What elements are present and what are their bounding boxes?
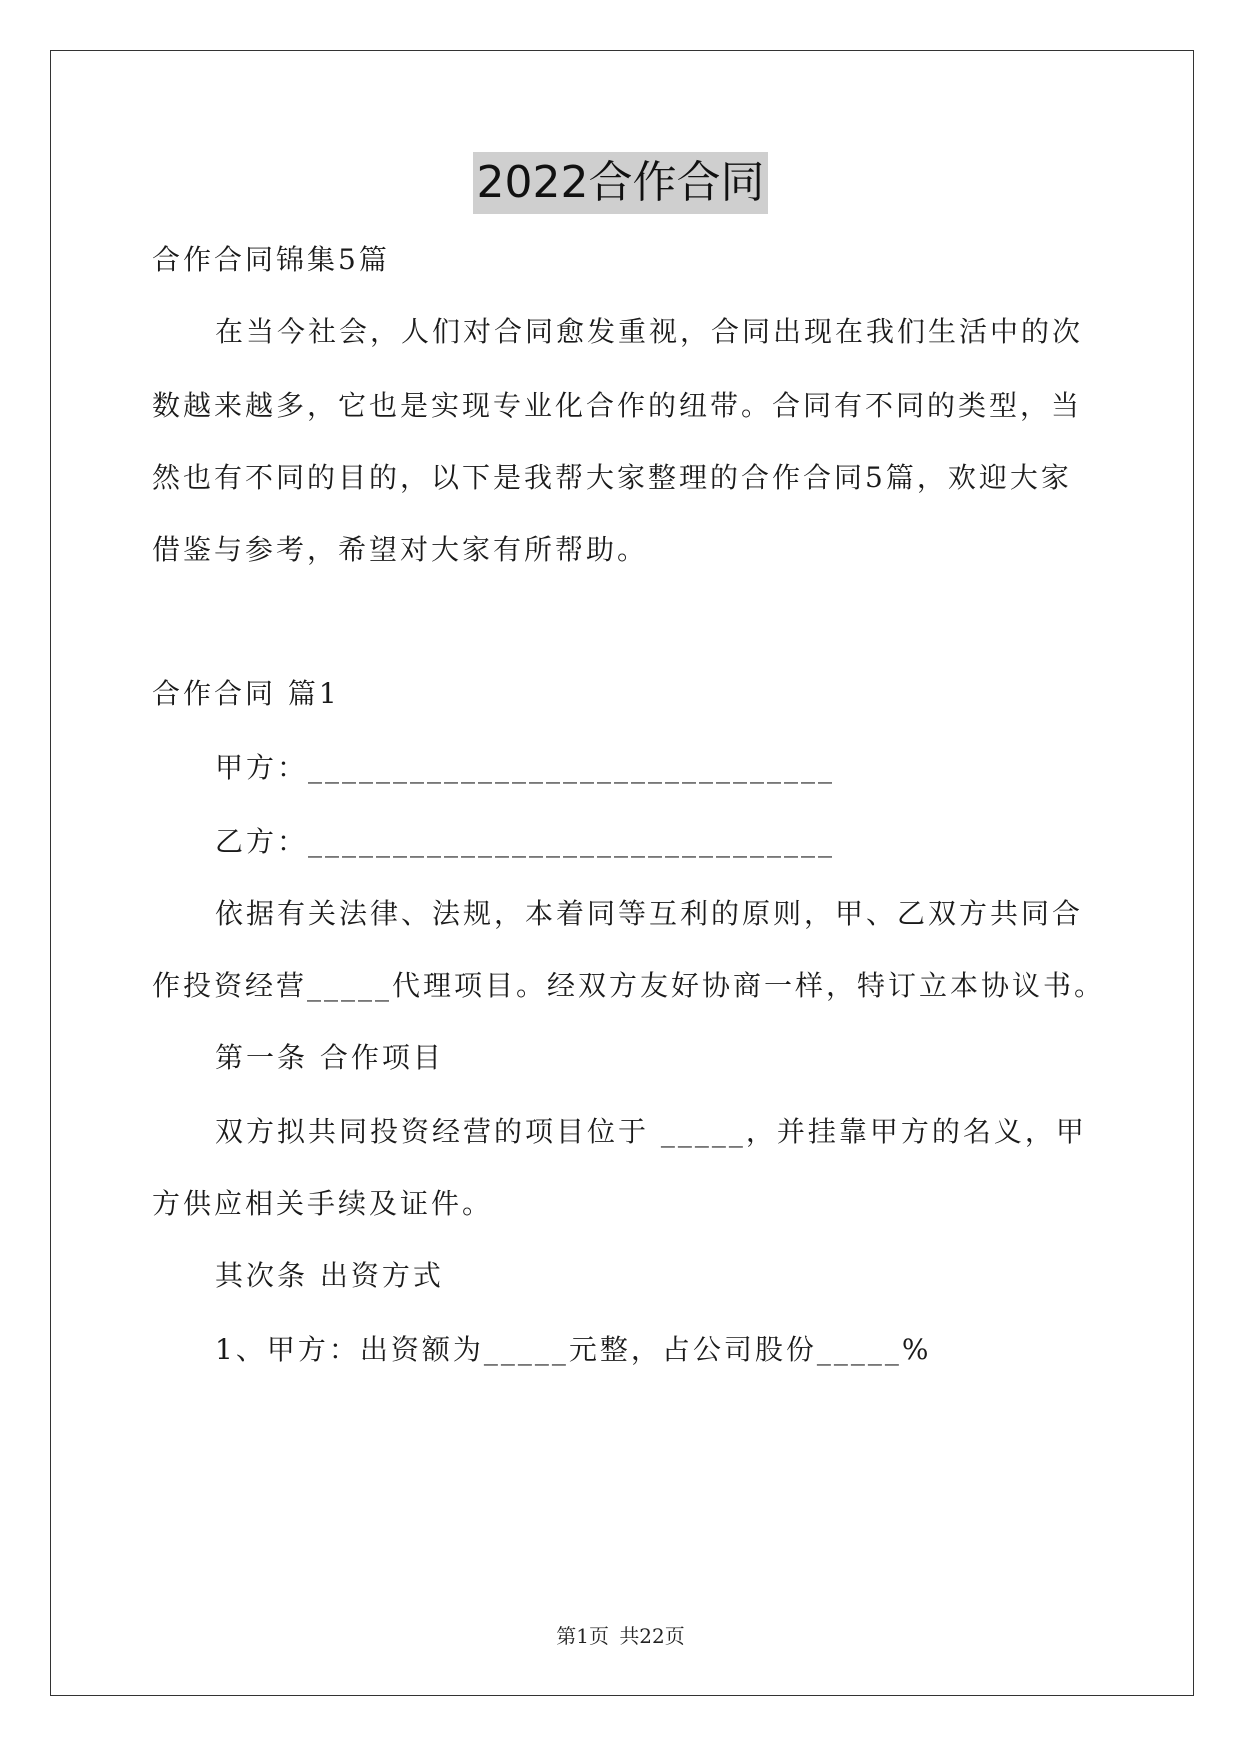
- article-2-heading: 其次条 出资方式: [215, 1259, 444, 1292]
- intro-line-2: 数越来越多，它也是实现专业化合作的纽带。合同有不同的类型，当: [152, 389, 1083, 422]
- title-container: [0, 152, 1241, 214]
- intro-line-3: 然也有不同的目的，以下是我帮大家整理的合作合同5篇，欢迎大家: [152, 461, 1072, 494]
- body-line-1: 依据有关法律、法规，本着同等互利的原则，甲、乙双方共同合: [215, 897, 1084, 930]
- section-heading: 合作合同 篇1: [152, 677, 340, 710]
- page-number: 第1页: [556, 1624, 609, 1648]
- page-border: [50, 50, 1194, 1696]
- page-footer: [0, 1622, 1241, 1650]
- subtitle-line: 合作合同锦集5篇: [152, 243, 390, 276]
- article-1-heading: 第一条 合作项目: [215, 1041, 444, 1074]
- article-1-line-1: 双方拟共同投资经营的项目位于 _____，并挂靠甲方的名义，甲: [215, 1115, 1087, 1148]
- intro-line-4: 借鉴与参考，希望对大家有所帮助。: [152, 533, 649, 566]
- article-1-line-2: 方供应相关手续及证件。: [152, 1187, 494, 1220]
- intro-line-1: 在当今社会，人们对合同愈发重视，合同出现在我们生活中的次: [215, 315, 1084, 348]
- document-title: 2022合作合同: [473, 152, 769, 214]
- party-b-line: 乙方：_______________________________: [215, 825, 836, 858]
- body-line-2: 作投资经营_____代理项目。经双方友好协商一样，特订立本协议书。: [152, 969, 1106, 1002]
- page-total: 共22页: [619, 1624, 685, 1648]
- article-2-line-1: 1、甲方：出资额为_____元整，占公司股份_____%: [215, 1333, 932, 1366]
- party-a-line: 甲方：_______________________________: [215, 751, 836, 784]
